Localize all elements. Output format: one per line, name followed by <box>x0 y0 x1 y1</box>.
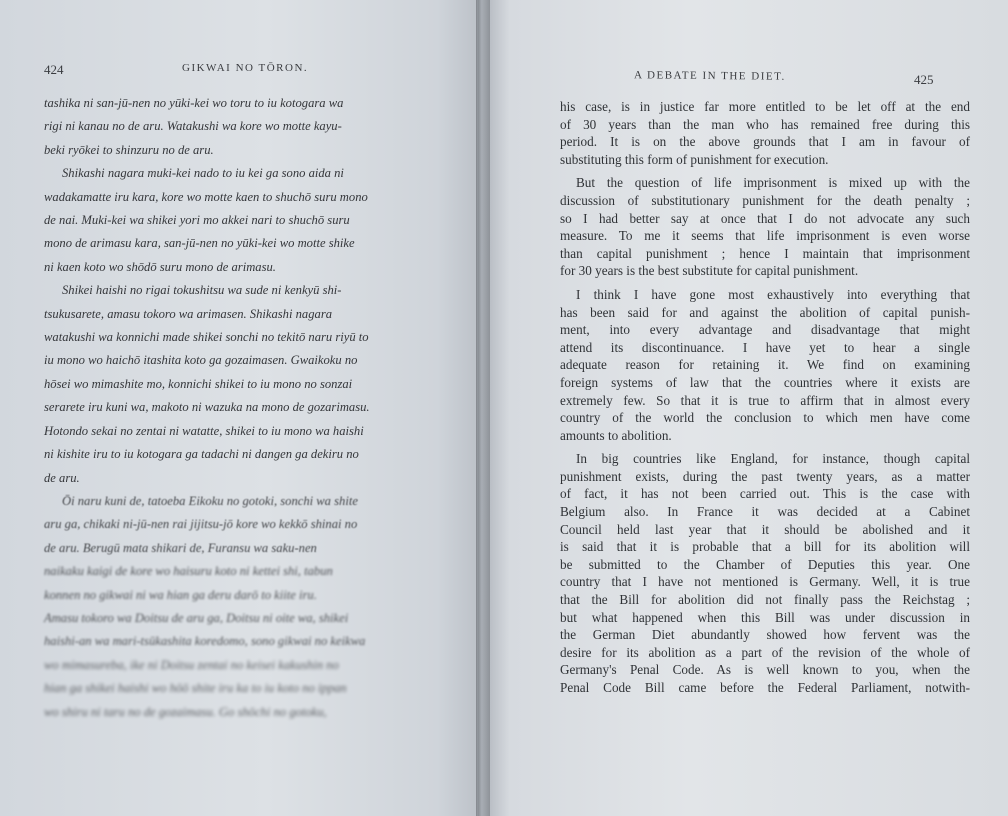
text-line: country of the world the conclusion to which men have come <box>560 410 970 426</box>
text-line: be submitted to the Chamber of Deputies this year. One <box>560 556 970 572</box>
text-line: Penal Code Bill came before the Federal Parliament, notwith- <box>560 680 970 695</box>
text-line: foreign systems of law that the countries where it exists are <box>560 374 970 390</box>
text-line: for 30 years is the best substitute for capital punishment. <box>560 263 859 279</box>
text-line: Council held last year that it should be abolished and it <box>560 521 970 537</box>
text-line: Shikei haishi no rigai tokushitsu wa sude ni kenkyū shi- <box>62 283 342 298</box>
text-line: rigi ni kanau no de aru. Watakushi wa kore wo motte kayu- <box>44 119 342 134</box>
right-page <box>478 0 1008 816</box>
text-line: naikaku kaigi de kore wo haisuru koto ni kettei shi, tabun <box>44 564 333 579</box>
text-line: attend its discontinuance. I have yet to hear a single <box>560 339 970 355</box>
text-line: measure. To me it seems that life imprisonment is even worse <box>560 228 970 244</box>
text-line: but what happened when this Bill was under discussion in <box>560 609 970 625</box>
text-line: Germany's Penal Code. As is well known to you, when the <box>560 662 970 678</box>
text-line: But the question of life imprisonment is mixed up with the <box>576 175 970 191</box>
text-line: tsukusarete, amasu tokoro wa arimasen. Shikashi nagara <box>44 306 333 321</box>
text-line: de aru. <box>44 470 80 485</box>
text-line: the German Diet abundantly showed how fervent was the <box>560 627 970 643</box>
text-line: hōsei wo mimashite mo, konnichi shikei to iu mono no sonzai <box>44 376 353 391</box>
text-line: period. It is on the above grounds that I am in favour of <box>560 134 970 150</box>
text-line: his case, is in justice far more entitled to be let off at the end <box>560 99 970 114</box>
text-line: beki ryōkei to shinzuru no de aru. <box>44 142 214 157</box>
text-line: haishi-an wa mari-tsūkashita koredomo, sono gikwai no keikwa <box>44 634 366 649</box>
text-line: Amasu tokoro wa Doitsu de aru ga, Doitsu ni oite wa, shikei <box>44 610 349 625</box>
text-line: extremely few. So that it is true to affirm that in almost every <box>560 392 970 408</box>
text-line: adequate reason for retaining it. We find on examining <box>560 357 970 373</box>
text-line: country that I have not mentioned is Germany. Well, it is true <box>560 574 970 590</box>
text-line: tashika ni san-jū-nen no yūki-kei wo toru to iu kotogara wa <box>44 96 344 110</box>
text-line: hian ga shikei haishi wo hōō shite iru ka to iu koto no ippan <box>44 681 347 696</box>
text-line: punishment exists, during the past twenty years, as a matter <box>560 468 970 484</box>
left-page-text <box>44 92 436 724</box>
text-line: so I had better say at once that I do not advocate any such <box>560 210 970 226</box>
text-line: In big countries like England, for instance, though capital <box>576 451 970 467</box>
text-line: Hotondo sekai no zentai ni watatte, shikei to iu mono wa haishi <box>44 423 364 438</box>
text-line: wo mimasureba, ike ni Doitsu zentai no keisei kakushin no <box>44 657 339 672</box>
text-line: that the Bill for abolition did not finally pass the Reichstag ; <box>560 592 970 608</box>
text-line: desire for its abolition as a part of the revision of the whole of <box>560 644 970 660</box>
text-line: de nai. Muki-kei wa shikei yori mo akkei nari to shuchō suru <box>44 213 350 228</box>
left-page-number: 424 <box>44 62 64 77</box>
text-line: serarete iru kuni wa, makoto ni wazuka na mono de gozarimasu. <box>44 400 370 415</box>
text-line: wadakamatte iru kara, kore wo motte kaen to shuchō suru mono <box>44 189 368 204</box>
text-line: aru ga, chikaki ni-jū-nen rai jijitsu-jō kore wo kekkō shinai no <box>44 517 358 532</box>
right-page-number: 425 <box>914 72 934 87</box>
text-line: ment, into every advantage and disadvantage that might <box>560 322 970 338</box>
right-running-head: A DEBATE IN THE DIET. <box>633 69 786 83</box>
text-line: konnen no gikwai ni wa hian ga deru darō to kiite iru. <box>44 587 317 602</box>
text-line: amounts to abolition. <box>560 427 672 443</box>
text-line: of 30 years than the man who has remained free during this <box>560 116 970 132</box>
text-line: I think I have gone most exhaustively into everything that <box>576 286 970 302</box>
right-page-text <box>560 98 970 697</box>
text-line: than capital punishment ; hence I maintain that imprisonment <box>560 245 970 261</box>
text-line: has been said for and against the abolition of capital punish- <box>560 304 970 320</box>
text-line: Shikashi nagara muki-kei nado to iu kei ga sono aida ni <box>62 166 344 181</box>
text-line: of fact, it has not been carried out. This is the case with <box>560 486 970 502</box>
left-running-head: GIKWAI NO TŌRON. <box>182 62 309 74</box>
text-line: Ōi naru kuni de, tatoeba Eikoku no gotoki, sonchi wa shite <box>62 493 358 508</box>
text-line: discussion of substitutionary punishment for the death penalty ; <box>560 192 970 208</box>
book-gutter <box>476 0 490 816</box>
text-line: ni kishite iru to iu kotogara ga tadachi ni dangen ga dekiru no <box>44 447 359 462</box>
text-line: wo shiru ni taru no de gozaimasu. Go shōchi no gotoku, <box>44 704 327 719</box>
text-line: iu mono wo haichō itashita koto ga gozaimasen. Gwaikoku no <box>44 353 358 368</box>
text-line: Belgium also. In France it was decided at a Cabinet <box>560 504 970 520</box>
text-line: is said that it is probable that a bill for its abolition will <box>560 539 970 555</box>
text-line: mono de arimasu kara, san-jū-nen no yūki-kei wo motte shike <box>44 236 355 251</box>
text-line: substituting this form of punishment for execution. <box>560 151 829 167</box>
text-line: de aru. Berugū mata shikari de, Furansu wa saku-nen <box>44 540 317 555</box>
text-line: ni kaen koto wo shōdō suru mono de arimasu. <box>44 259 276 274</box>
text-line: watakushi wa konnichi made shikei sonchi no tekitō naru riyū to <box>44 330 369 345</box>
left-page <box>0 0 486 816</box>
